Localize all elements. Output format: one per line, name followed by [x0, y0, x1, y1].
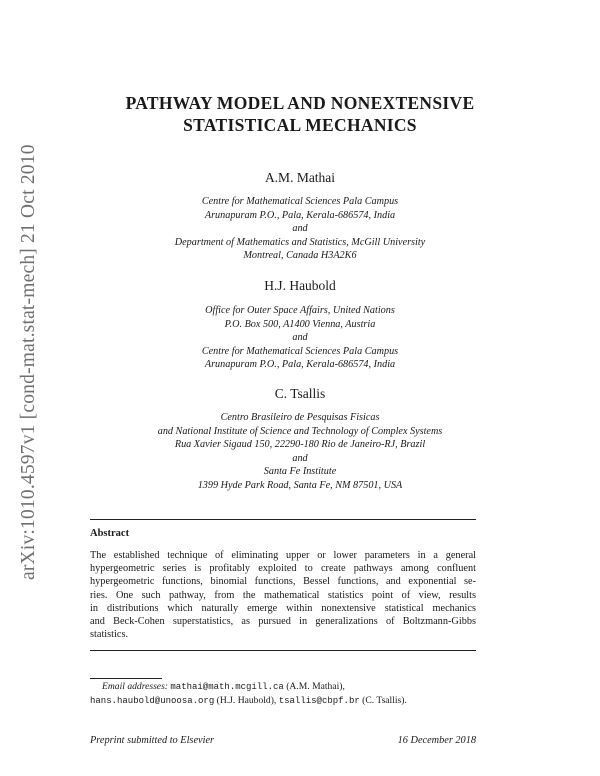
affiliation-line: Arunapuram P.O., Pala, Kerala-686574, India — [204, 359, 396, 371]
affiliation-line: Montreal, Canada H3A2K6 — [243, 250, 357, 262]
preprint-note: Preprint submitted to Elsevier — [90, 735, 215, 746]
email-label: Email addresses: — [102, 681, 168, 692]
abstract-line: hypergeometric functions, binomial functions, Bessel functions, and exponential se- — [90, 576, 476, 588]
abstract-line: in distributions which naturally emerge within nonextensive statistical mechanics — [90, 602, 476, 614]
author-affiliation — [90, 195, 510, 263]
affiliation-line: and National Institute of Science and Technology of Complex Systems — [157, 425, 443, 437]
abstract-heading: Abstract — [90, 528, 130, 539]
abstract-line: The established technique of eliminating upper or lower parameters in a general — [90, 550, 476, 561]
paper-title — [60, 92, 540, 136]
affiliation-line: P.O. Box 500, A1400 Vienna, Austria — [224, 318, 376, 330]
abstract-bottom-rule — [90, 650, 476, 651]
affiliation-line: and — [292, 452, 308, 464]
affiliation-line: Office for Outer Space Affairs, United Nations — [205, 305, 395, 316]
author-name: C. Tsallis — [274, 386, 326, 401]
affiliation-line: Rua Xavier Sigaud 150, 22290-180 Rio de Janeiro-RJ, Brazil — [174, 439, 426, 451]
affiliation-line: Department of Mathematics and Statistics, McGill University — [174, 236, 426, 248]
author-name: H.J. Haubold — [264, 278, 336, 293]
abstract-top-rule — [90, 519, 476, 520]
affiliation-line: and — [292, 223, 308, 235]
email-link[interactable]: hans.haubold@unoosa.org — [90, 696, 215, 706]
author-affiliation — [90, 411, 510, 493]
email-owner: (H.J. Haubold), — [216, 695, 277, 706]
title-line: STATISTICAL MECHANICS — [183, 115, 417, 135]
abstract-body — [90, 549, 476, 641]
arxiv-identifier: arXiv:1010.4597v1 [cond-mat.stat-mech] 21 Oct 2010 — [18, 144, 39, 580]
affiliation-line: 1399 Hyde Park Road, Santa Fe, NM 87501, USA — [197, 479, 403, 491]
title-line: PATHWAY MODEL AND NONEXTENSIVE — [125, 93, 475, 113]
abstract-line: ries. One such pathway, from the mathematical statistics point of view, results — [90, 589, 476, 601]
footnote-rule — [90, 678, 162, 679]
affiliation-line: and — [292, 332, 308, 344]
footer-date: 16 December 2018 — [397, 735, 476, 746]
author-affiliation — [90, 304, 510, 372]
affiliation-line: Centre for Mathematical Sciences Pala Campus — [201, 345, 399, 357]
affiliation-line: Santa Fe Institute — [263, 466, 337, 478]
affiliation-line: Centre for Mathematical Sciences Pala Campus — [201, 196, 399, 207]
abstract-line: and Beck-Cohen superstatistics, as pursued in generalizations of Boltzmann-Gibbs — [90, 616, 476, 628]
affiliation-line: Centro Brasileiro de Pesquisas Fisicas — [220, 412, 380, 423]
abstract-line: hypergeometric series is profitably exploited to create pathways among confluent — [90, 563, 476, 575]
email-owner: (A.M. Mathai), — [286, 681, 345, 692]
email-owner: (C. Tsallis). — [362, 695, 407, 706]
email-link[interactable]: mathai@math.mcgill.ca — [170, 682, 284, 692]
abstract-line: statistics. — [90, 629, 129, 641]
email-footnote — [90, 680, 490, 708]
affiliation-line: Arunapuram P.O., Pala, Kerala-686574, India — [204, 209, 396, 221]
author-name: A.M. Mathai — [264, 170, 336, 185]
email-link[interactable]: tsallis@cbpf.br — [278, 696, 360, 706]
